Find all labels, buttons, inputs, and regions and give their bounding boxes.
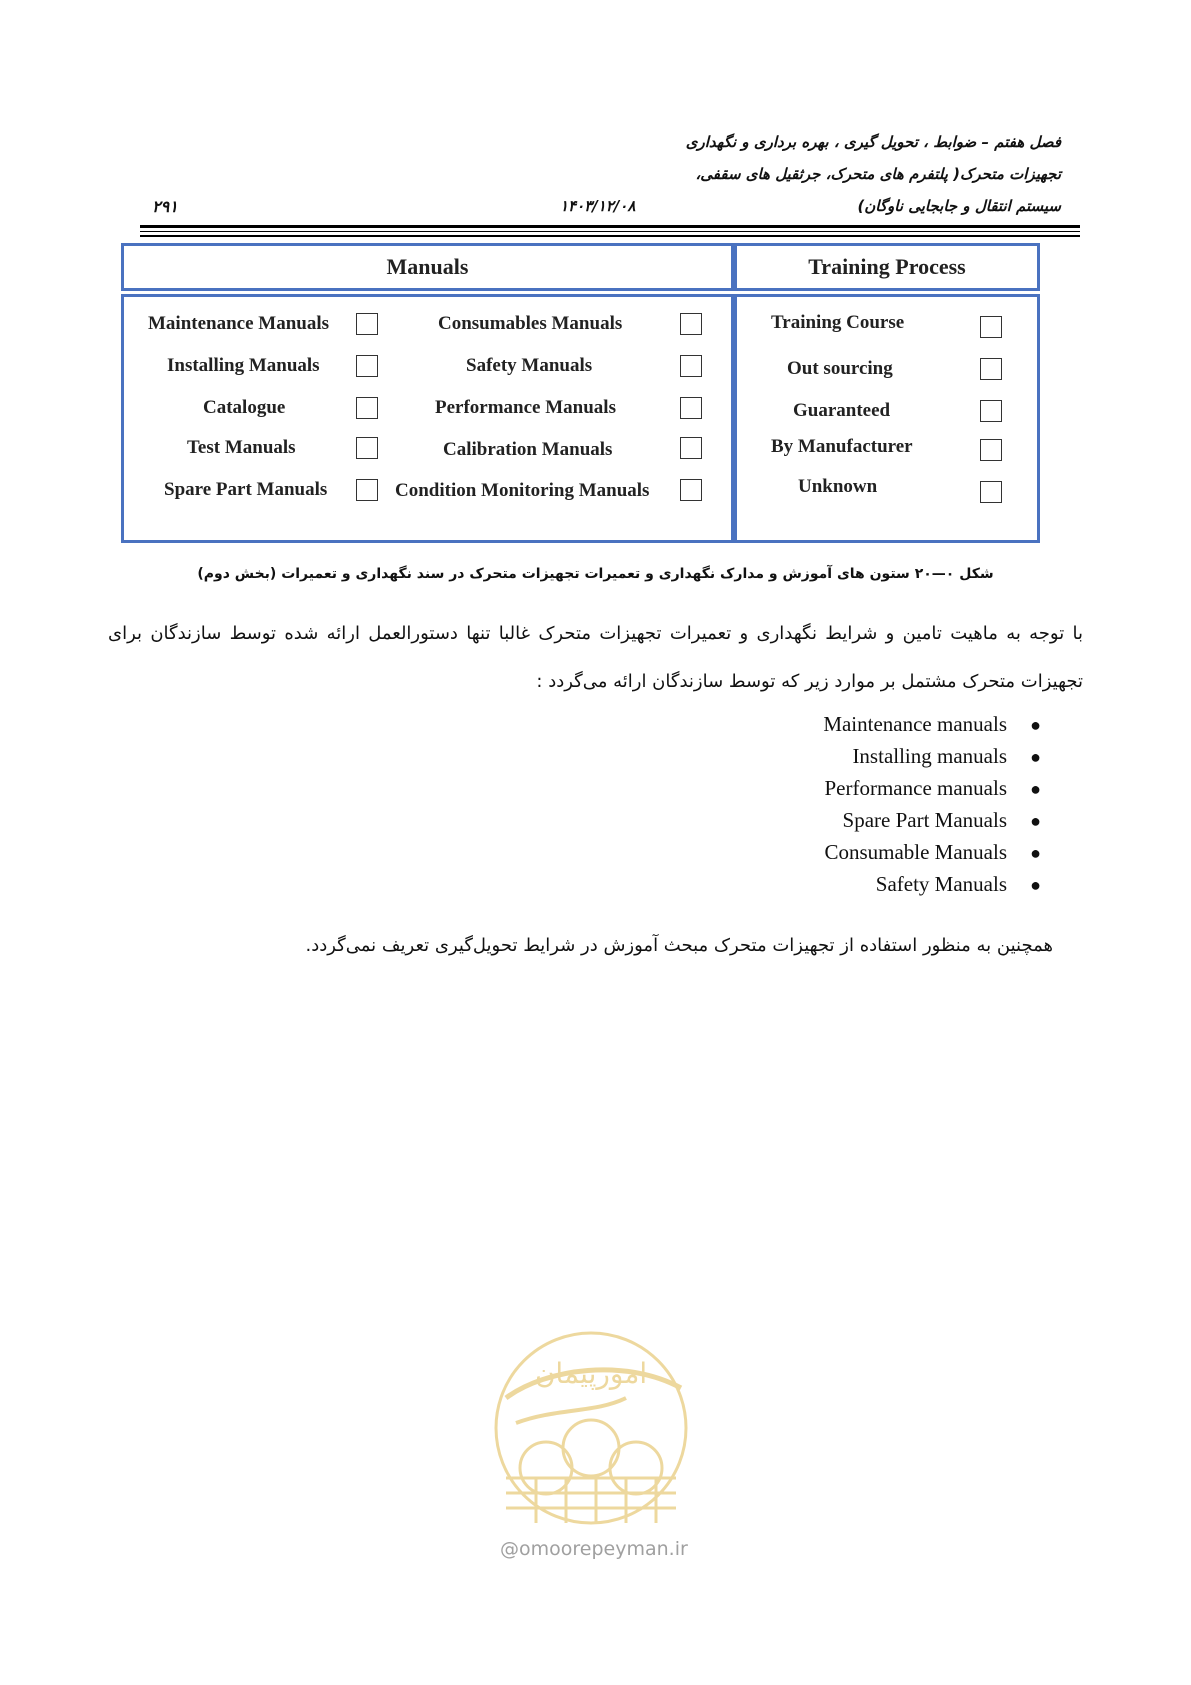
bullet-text: Performance manuals — [824, 776, 1007, 800]
header-subtitle-2: سیستم انتقال و جابجایی ناوگان) — [857, 197, 1061, 215]
manuals-title: Manuals — [386, 254, 469, 279]
training-item-unknown: Unknown — [798, 476, 878, 497]
manuals-item-installing: Installing Manuals — [167, 355, 320, 376]
maintenance-manuals-checkbox[interactable] — [356, 313, 378, 335]
spare-part-manuals-checkbox[interactable] — [356, 479, 378, 501]
safety-manuals-checkbox[interactable] — [680, 355, 702, 377]
header-chapter-title: فصل هفتم – ضوابط ، تحویل گیری ، بهره برداری و نگهداری — [685, 133, 1061, 151]
figure-caption: شکل ۰—۲۰ ستون های آموزش و مدارک نگهداری و تعمیرات تجهیزات متحرک در سند نگهداری و تعمیرات (بخش دوم) — [197, 566, 994, 582]
bullet-icon: ● — [1030, 843, 1041, 863]
watermark-site: @omoorepeyman.ir — [500, 1538, 688, 1560]
body-paragraph-2: همچنین به منظور استفاده از تجهیزات متحرک مبحث آموزش در شرایط تحویل‌گیری تعریف نمی‌گردد. — [305, 935, 1053, 956]
training-item-course: Training Course — [771, 312, 905, 333]
page-number: ۲۹۱ — [152, 197, 178, 216]
performance-manuals-checkbox[interactable] — [680, 397, 702, 419]
bullet-text: Consumable Manuals — [824, 840, 1007, 864]
list-item — [823, 868, 1041, 900]
training-title: Training Process — [808, 254, 966, 279]
catalogue-checkbox[interactable] — [356, 397, 378, 419]
manuals-header — [121, 243, 734, 291]
training-course-checkbox[interactable] — [980, 316, 1002, 338]
bullet-icon: ● — [1030, 747, 1041, 767]
watermark-site-text: omoorepeyman.ir — [519, 1538, 688, 1560]
manuals-item-spare-part: Spare Part Manuals — [164, 479, 328, 500]
manuals-item-safety: Safety Manuals — [466, 355, 593, 376]
training-header — [734, 243, 1040, 291]
list-item — [823, 708, 1041, 740]
header-rule-bottom — [140, 235, 1080, 237]
by-manufacturer-checkbox[interactable] — [980, 439, 1002, 461]
installing-manuals-checkbox[interactable] — [356, 355, 378, 377]
manuals-item-maintenance: Maintenance Manuals — [148, 313, 330, 334]
list-item — [823, 772, 1041, 804]
bullet-text: Installing manuals — [852, 744, 1007, 768]
manuals-item-calibration: Calibration Manuals — [443, 439, 613, 460]
manuals-item-condition-monitoring: Condition Monitoring Manuals — [395, 480, 650, 501]
manuals-item-test: Test Manuals — [187, 437, 296, 458]
guaranteed-checkbox[interactable] — [980, 400, 1002, 422]
training-item-by-manufacturer: By Manufacturer — [771, 436, 913, 457]
header-subtitle: تجهیزات متحرک( پلتفرم های متحرک، جرثقیل های سقفی، — [695, 165, 1061, 183]
bullet-icon: ● — [1030, 811, 1041, 831]
out-sourcing-checkbox[interactable] — [980, 358, 1002, 380]
bullet-text: Spare Part Manuals — [842, 808, 1007, 832]
calibration-manuals-checkbox[interactable] — [680, 437, 702, 459]
watermark-logo-text: امورپیمان — [534, 1357, 648, 1390]
test-manuals-checkbox[interactable] — [356, 437, 378, 459]
manuals-item-catalogue: Catalogue — [203, 397, 286, 418]
condition-monitoring-manuals-checkbox[interactable] — [680, 479, 702, 501]
manuals-item-performance: Performance Manuals — [435, 397, 616, 418]
consumables-manuals-checkbox[interactable] — [680, 313, 702, 335]
list-item — [823, 836, 1041, 868]
header-rule-middle — [140, 231, 1080, 232]
bullet-text: Safety Manuals — [875, 872, 1007, 896]
bullet-icon: ● — [1030, 779, 1041, 799]
header-rule-top — [140, 225, 1080, 228]
manuals-bullet-list — [823, 708, 1041, 900]
manuals-item-consumables: Consumables Manuals — [438, 313, 623, 334]
bullet-text: Maintenance manuals — [823, 712, 1007, 736]
watermark-logo-icon — [476, 1328, 706, 1528]
header-date: ۱۴۰۳/۱۲/۰۸ — [560, 197, 636, 215]
bullet-icon: ● — [1030, 715, 1041, 735]
body-paragraph-1: با توجه به ماهیت تامین و شرایط نگهداری و تعمیرات تجهیزات متحرک غالبا تنها دستورالعمل ارائه شده توسط سازندگان برای تجهیزات متحرک مشتمل بر موارد زیر که توسط سازندگان ارائه می‌گردد : — [108, 623, 1083, 692]
training-item-guaranteed: Guaranteed — [793, 400, 891, 421]
bullet-icon: ● — [1030, 875, 1041, 895]
training-item-outsourcing: Out sourcing — [787, 358, 893, 379]
list-item — [823, 804, 1041, 836]
unknown-checkbox[interactable] — [980, 481, 1002, 503]
list-item — [823, 740, 1041, 772]
